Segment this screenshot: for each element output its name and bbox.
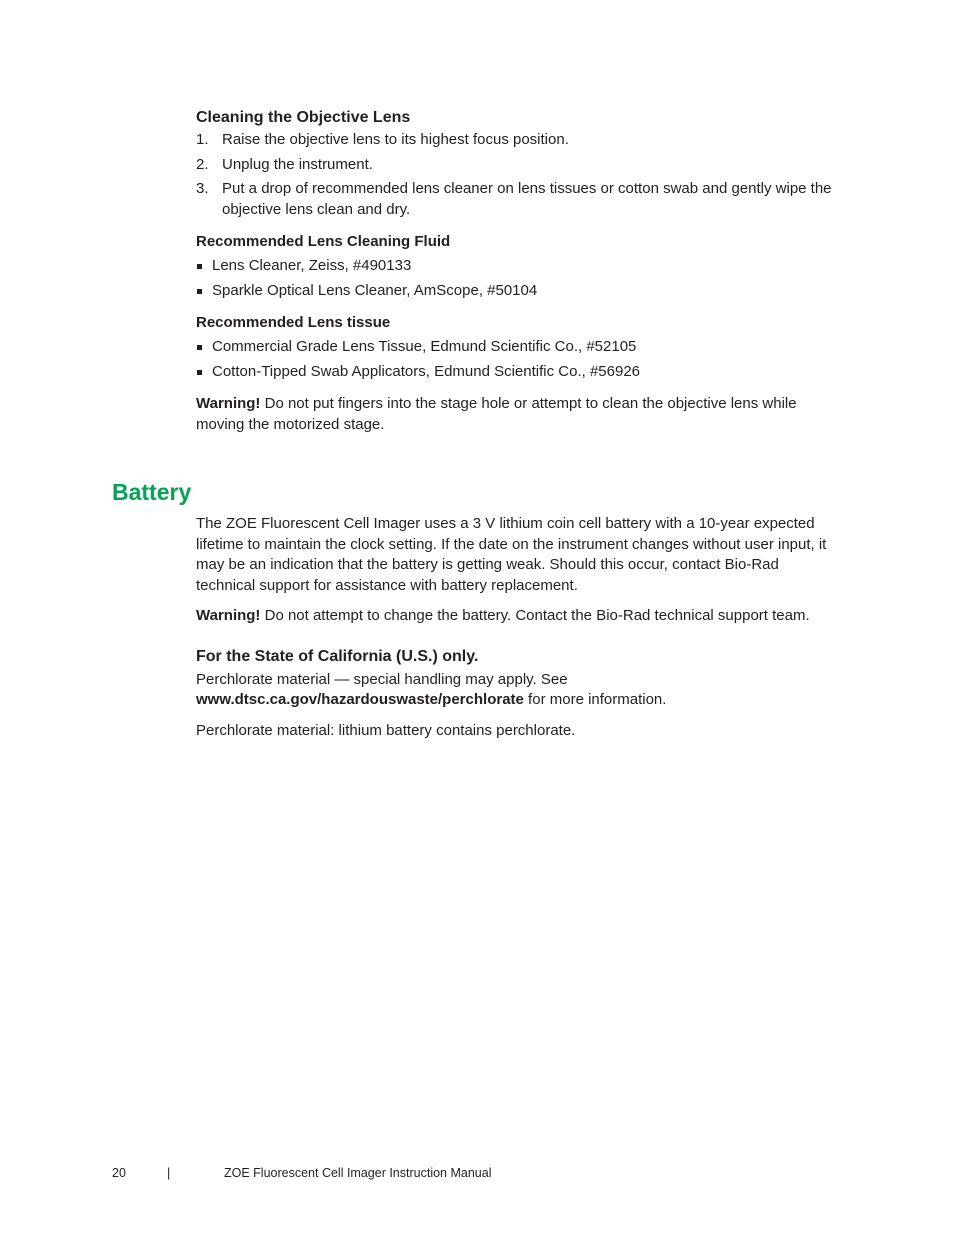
california-line3: Perchlorate material: lithium battery contains perchlorate. [196, 721, 576, 739]
warning-label: Warning! [196, 607, 261, 624]
page-number: 20 [112, 1166, 126, 1180]
warning-label: Warning! [196, 395, 261, 412]
battery-title: Battery [112, 479, 192, 505]
step-number: 1. [196, 131, 209, 148]
cleaning-steps [196, 130, 836, 220]
bullet-square-icon [197, 345, 202, 350]
warning-text: Do not put fingers into the stage hole or attempt to clean the objective lens while moving the motorized stage. [196, 395, 797, 433]
battery-warning [196, 606, 836, 627]
cleaning-heading: Cleaning the Objective Lens [196, 109, 411, 126]
list-item [196, 256, 836, 277]
bullet-square-icon [197, 264, 202, 269]
fluid-item: Lens Cleaner, Zeiss, #490133 [212, 257, 412, 274]
battery-section [196, 514, 836, 751]
warning-text: Do not attempt to change the battery. Contact the Bio-Rad technical support team. [260, 607, 810, 624]
california-line1: Perchlorate material — special handling may apply. See [196, 670, 568, 688]
tissue-item: Commercial Grade Lens Tissue, Edmund Scientific Co., #52105 [212, 338, 637, 355]
step-text: Unplug the instrument. [222, 155, 373, 173]
list-item [196, 155, 836, 176]
list-item [196, 281, 836, 302]
step-text: Raise the objective lens to its highest focus position. [222, 131, 569, 148]
battery-body: The ZOE Fluorescent Cell Imager uses a 3 V lithium coin cell battery with a 10-year expected lifetime to maintain the clock setting. If the date on the instrument changes without user input, it may be an indication that the battery is getting weak. Should this occur, contact Bio-Rad technical support for assistance with battery replacement. [196, 515, 827, 594]
fluid-heading: Recommended Lens Cleaning Fluid [196, 233, 451, 250]
list-item [196, 130, 836, 151]
footer-separator: | [167, 1166, 171, 1180]
page-footer [112, 1165, 612, 1183]
tissue-item: Cotton-Tipped Swab Applicators, Edmund Scientific Co., #56926 [212, 362, 641, 380]
tissue-heading: Recommended Lens tissue [196, 314, 391, 331]
step-number: 2. [196, 155, 209, 173]
cleaning-section [196, 108, 836, 445]
step-number: 3. [196, 180, 209, 197]
manual-title: ZOE Fluorescent Cell Imager Instruction Manual [224, 1166, 492, 1180]
california-line2 [196, 690, 836, 711]
fluid-list [196, 256, 836, 301]
california-line2-suffix: for more information. [523, 691, 667, 708]
bullet-square-icon [197, 370, 202, 375]
step-text: Put a drop of recommended lens cleaner on lens tissues or cotton swab and gently wipe the objective lens clean and dry. [222, 180, 832, 218]
list-item [196, 337, 836, 358]
california-heading: For the State of California (U.S.) only. [196, 647, 479, 665]
perchlorate-link[interactable]: www.dtsc.ca.gov/hazardouswaste/perchlorate [196, 691, 524, 708]
bullet-square-icon [197, 289, 202, 294]
list-item [196, 179, 836, 220]
cleaning-warning [196, 394, 836, 435]
list-item [196, 362, 836, 383]
fluid-item: Sparkle Optical Lens Cleaner, AmScope, #50104 [212, 281, 538, 299]
tissue-list [196, 337, 836, 382]
